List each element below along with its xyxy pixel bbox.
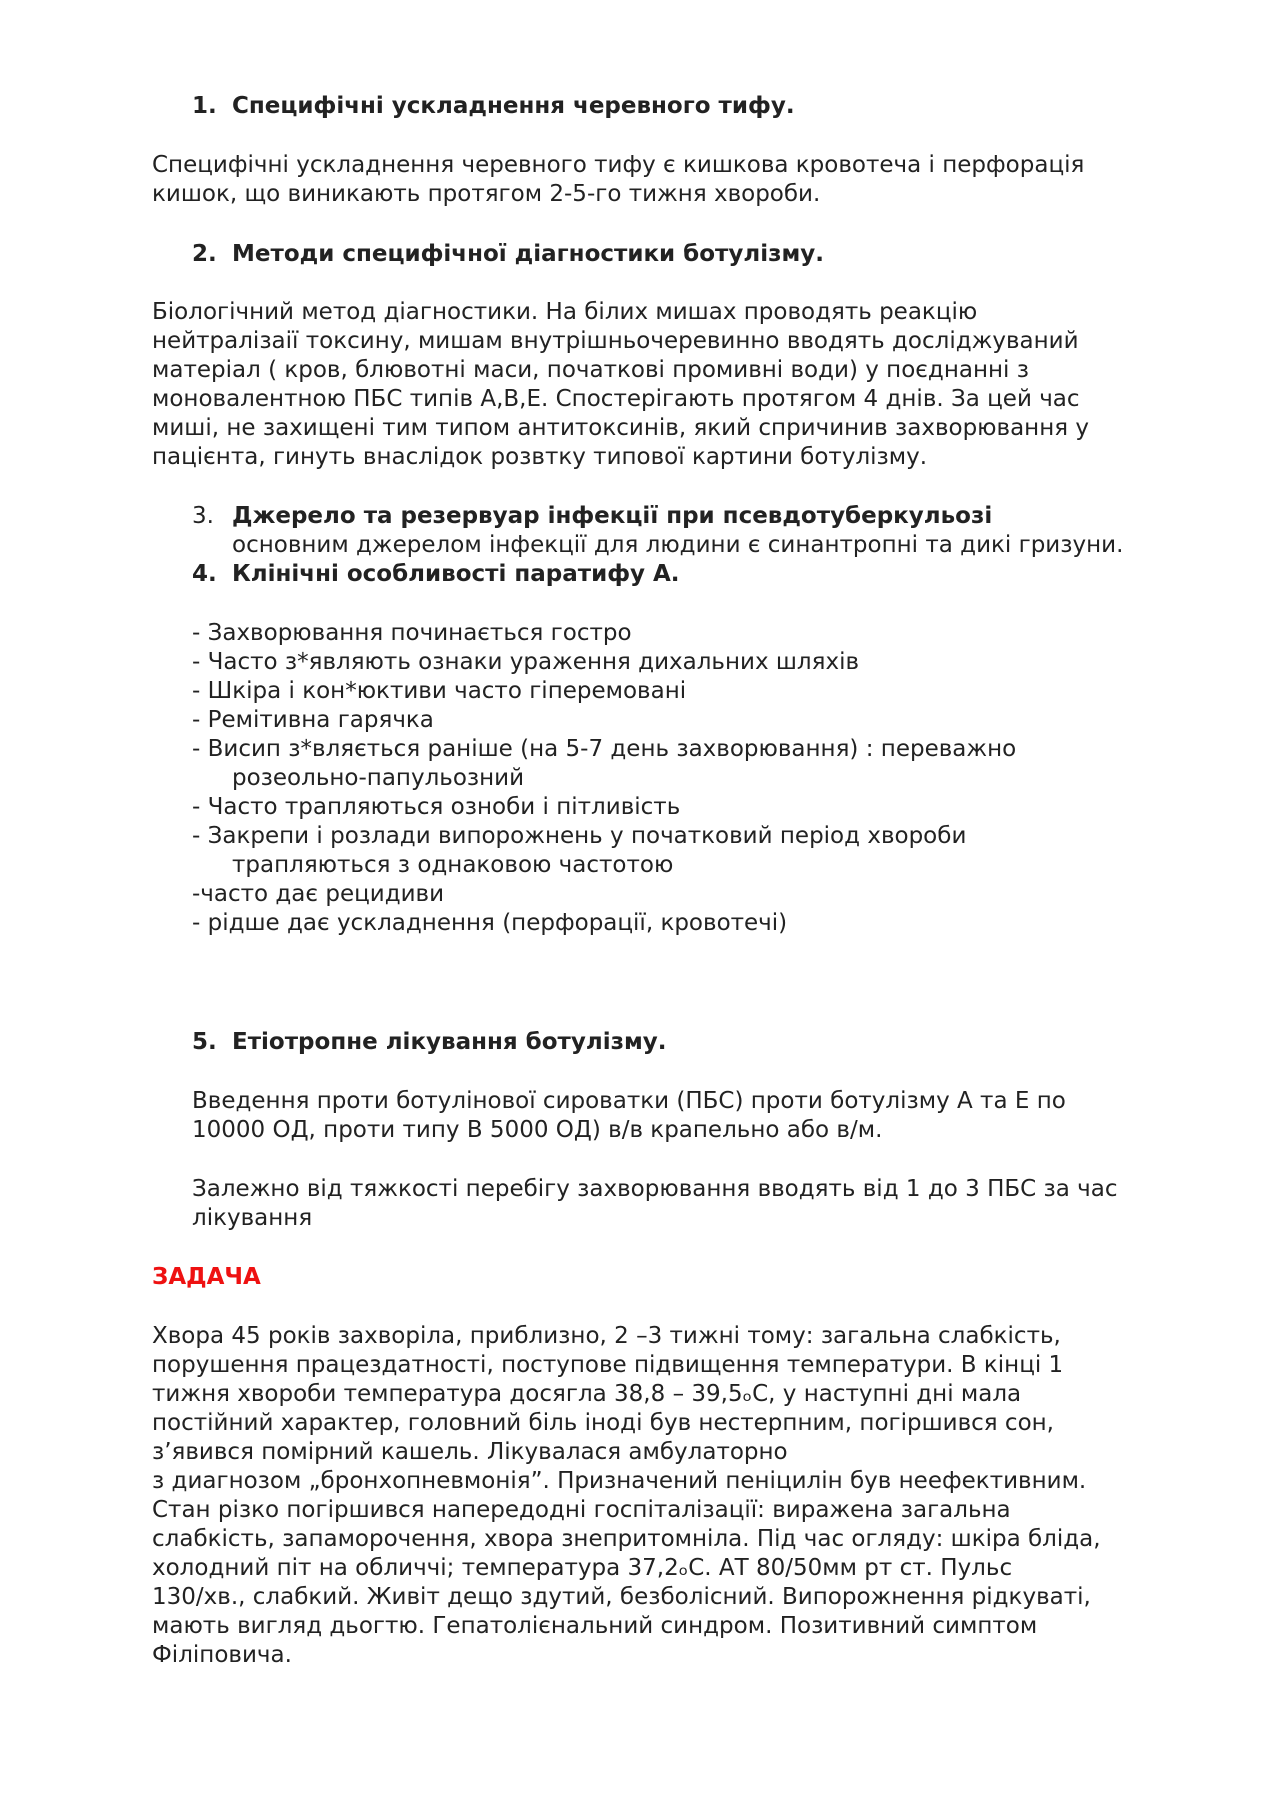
task-line-2: порушення працездатності, поступове підвищення температури. В кінці 1 <box>152 1352 1064 1378</box>
section4-bullet-6: - Часто трапляються озноби і пітливість <box>192 794 681 820</box>
section2-line-5: миші, не захищені тим типом антитоксинів, який спричинив захворювання у <box>152 415 1090 441</box>
section1-heading: Специфічні ускладнення черевного тифу. <box>232 93 795 119</box>
section2-line-1: Біологічний метод діагностики. На білих мишах проводять реакцію <box>152 299 978 325</box>
section3-heading: Джерело та резервуар інфекції при псевдотуберкульозі <box>232 503 993 529</box>
section5-line-3: Залежно від тяжкості перебігу захворювання вводять від 1 до 3 ПБС за час <box>192 1176 1118 1202</box>
section4-bullet-2: - Часто з*являють ознаки ураження дихальних шляхів <box>192 649 860 675</box>
section4-bullet-1: - Захворювання починається гостро <box>192 620 632 646</box>
section4-bullet-9: - рідше дає ускладнення (перфорації, кровотечі) <box>192 910 788 936</box>
task-line-11: мають вигляд дьогтю. Гепатолієнальний синдром. Позитивний симптом <box>152 1613 1038 1639</box>
section4-bullet-4: - Ремітивна гарячка <box>192 707 434 733</box>
section3-text: основним джерелом інфекції для людини є синантропні та дикі гризуни. <box>232 532 1124 558</box>
section5-line-1: Введення проти ботулінової сироватки (ПБС) проти ботулізму А та Е по <box>192 1088 1066 1114</box>
task-line-10: 130/хв., слабкий. Живіт дещо здутий, безболісний. Випорожнення рідкуваті, <box>152 1584 1091 1610</box>
task-line-12: Філіповича. <box>152 1642 292 1668</box>
section2-line-6: пацієнта, гинуть внаслідок розвтку типової картини ботулізму. <box>152 444 928 470</box>
section5-line-2: 10000 ОД, проти типу В 5000 ОД) в/в крапельно або в/м. <box>192 1117 883 1143</box>
section2-line-4: моновалентною ПБС типів А,В,Е. Спостерігають протягом 4 днів. За цей час <box>152 386 1080 412</box>
task-heading: ЗАДАЧА <box>152 1264 261 1290</box>
section5-line-4: лікування <box>192 1205 313 1231</box>
task-line-5: з’явився помірний кашель. Лікувалася амбулаторно <box>152 1439 788 1465</box>
section4-bullet-5: - Висип з*вляється раніше (на 5-7 день захворювання) : переважно <box>192 736 1017 762</box>
section4-bullet-5-cont: розеольно-папульозний <box>232 765 525 791</box>
task-line-1: Хвора 45 років захворіла, приблизно, 2 –3 тижні тому: загальна слабкість, <box>152 1323 1061 1349</box>
section5-heading: Етіотропне лікування ботулізму. <box>232 1029 667 1055</box>
section4-heading: Клінічні особливості паратифу А. <box>232 561 680 587</box>
task-line-4: постійний характер, головний біль іноді був нестерпним, погіршився сон, <box>152 1410 1054 1436</box>
section2-line-3: матеріал ( кров, блювотні маси, початкові промивні води) у поєднанні з <box>152 357 1029 383</box>
task-line-9: холодний піт на обличчі; температура 37,2ₒС. АТ 80/50мм рт ст. Пульс <box>152 1555 1013 1581</box>
task-line-3: тижня хвороби температура досягла 38,8 – 39,5ₒС, у наступні дні мала <box>152 1381 1022 1407</box>
task-line-6: з диагнозом „бронхопневмонія”. Призначений пеніцилін був неефективним. <box>152 1468 1087 1494</box>
section1-number: 1. <box>192 93 217 119</box>
section2-number: 2. <box>192 241 217 267</box>
task-line-7: Стан різко погіршився напередодні госпіталізації: виражена загальна <box>152 1497 1011 1523</box>
task-line-8: слабкість, запаморочення, хвора знепритомніла. Під час огляду: шкіра бліда, <box>152 1526 1101 1552</box>
section4-bullet-8: -часто дає рецидиви <box>192 881 445 907</box>
section4-bullet-7: - Закрепи і розлади випорожнень у початковий період хвороби <box>192 823 967 849</box>
section2-heading: Методи специфічної діагностики ботулізму. <box>232 241 824 267</box>
section1-line-1: Специфічні ускладнення черевного тифу є кишкова кровотеча і перфорація <box>152 152 1085 178</box>
section4-bullet-7-cont: трапляються з однаковою частотою <box>232 852 674 878</box>
section2-line-2: нейтралізаії токсину, мишам внутрішньочеревинно вводять досліджуваний <box>152 328 1079 354</box>
section4-bullet-3: - Шкіра і кон*юктиви часто гіперемовані <box>192 678 687 704</box>
section1-line-2: кишок, що виникають протягом 2-5-го тижня хвороби. <box>152 181 821 207</box>
section5-number: 5. <box>192 1029 217 1055</box>
section3-number: 3. <box>192 503 214 529</box>
section4-number: 4. <box>192 561 217 587</box>
